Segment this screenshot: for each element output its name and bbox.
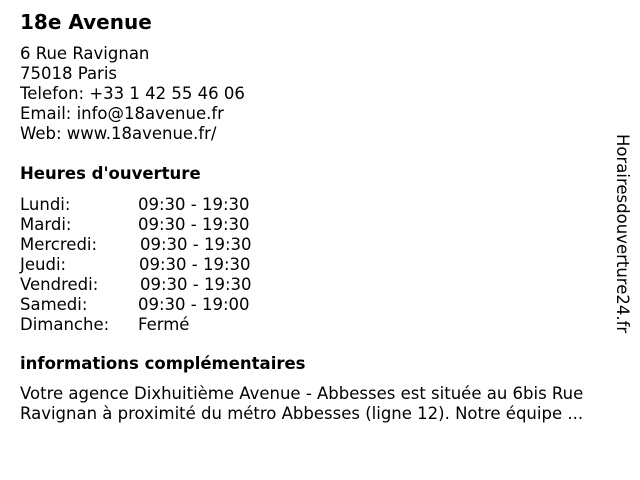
day-label: Jeudi: — [20, 255, 67, 274]
contact-block — [20, 44, 245, 144]
time-range: 09:30 - 19:30 — [140, 275, 252, 294]
description-line: Ravignan à proximité du métro Abbesses (ligne 12). Notre équipe ... — [20, 404, 584, 423]
phone-number: Telefon: +33 1 42 55 46 06 — [20, 84, 245, 103]
site-watermark: Horairesdouverture24.fr — [613, 134, 632, 334]
additional-info-text — [20, 384, 625, 424]
day-label: Mardi: — [20, 215, 72, 234]
time-range: Fermé — [138, 315, 190, 334]
time-range: 09:30 - 19:30 — [138, 195, 250, 214]
time-range: 09:30 - 19:30 — [138, 215, 250, 234]
day-label: Dimanche: — [20, 315, 110, 334]
website: Web: www.18avenue.fr/ — [20, 124, 217, 143]
day-label: Samedi: — [20, 295, 88, 314]
time-range: 09:30 - 19:30 — [139, 255, 251, 274]
day-label: Mercredi: — [20, 235, 98, 254]
day-label: Lundi: — [20, 195, 71, 214]
street-address: 6 Rue Ravignan — [20, 44, 150, 63]
email-address: Email: info@18avenue.fr — [20, 104, 224, 123]
opening-hours-heading: Heures d'ouverture — [20, 164, 201, 183]
day-label: Vendredi: — [20, 275, 99, 294]
business-name: 18e Avenue — [20, 10, 152, 34]
city: 75018 Paris — [20, 64, 118, 83]
description-line: Votre agence Dixhuitième Avenue - Abbesses est située au 6bis Rue — [20, 384, 584, 403]
time-range: 09:30 - 19:00 — [138, 295, 250, 314]
time-range: 09:30 - 19:30 — [140, 235, 252, 254]
additional-info-heading: informations complémentaires — [20, 354, 306, 373]
